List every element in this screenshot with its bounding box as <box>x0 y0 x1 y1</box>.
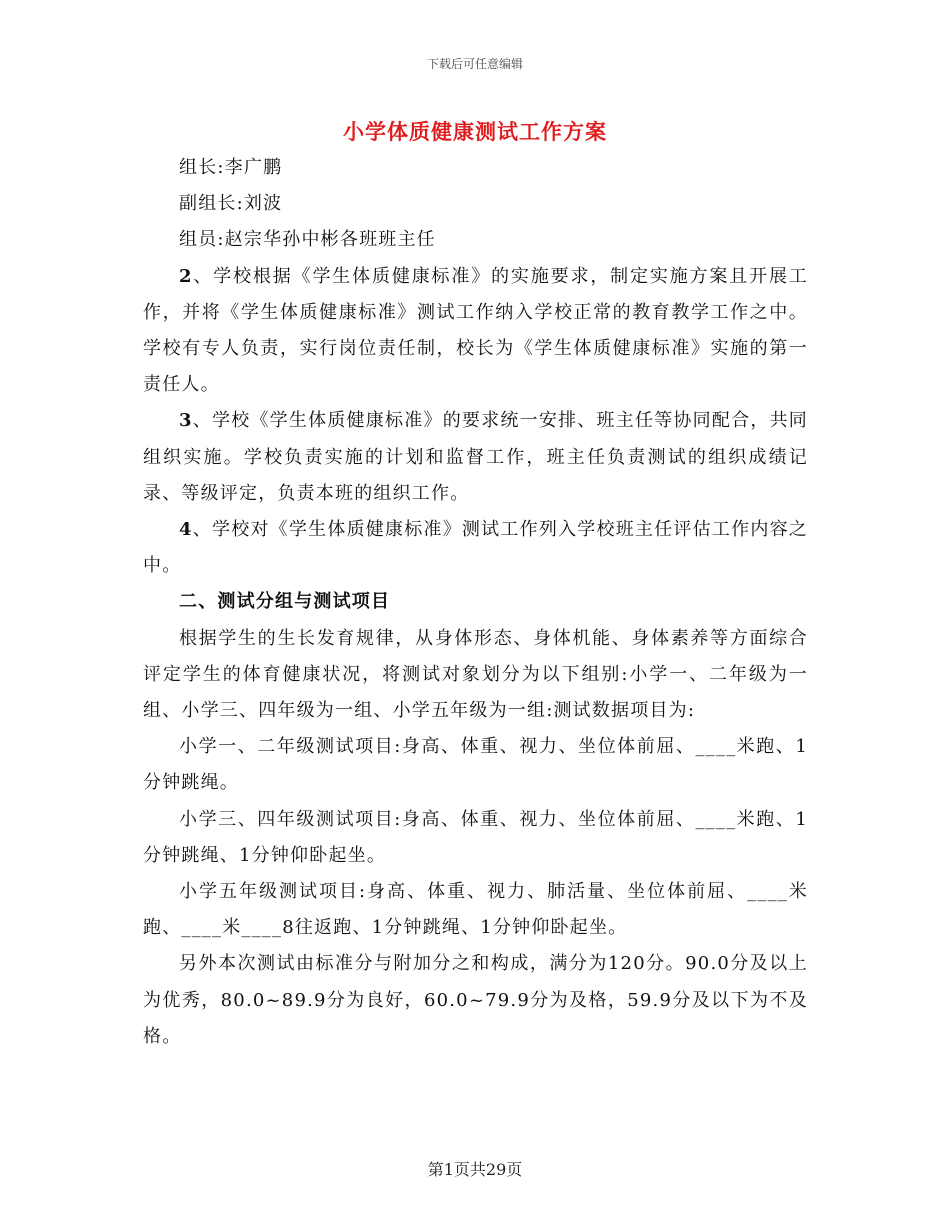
item-number: 2 <box>179 265 193 287</box>
document-body <box>143 150 808 1055</box>
item-number: 4 <box>179 519 193 541</box>
deputy-leader-line: 副组长:刘波 <box>179 193 283 215</box>
item-text: 、学校《学生体质健康标准》的要求统一安排、班主任等协同配合，共同组织实施。学校负责实施的计划和监督工作，班主任负责测试的组织成绩记录、等级评定，负责本班的组织工作。 <box>143 410 808 504</box>
page-number: 第1页共29页 <box>427 1160 523 1179</box>
item-paragraph <box>143 512 808 584</box>
grade5-test-items: 小学五年级测试项目:身高、体重、视力、肺活量、坐位体前屈、____米跑、____米____8往返跑、1分钟跳绳、1分钟仰卧起坐。 <box>143 881 808 939</box>
item-text: 、学校根据《学生体质健康标准》的实施要求，制定实施方案且开展工作，并将《学生体质健康标准》测试工作纳入学校正常的教育教学工作之中。学校有专人负责，实行岗位责任制，校长为《学生体质健康标准》实施的第一责任人。 <box>143 265 808 396</box>
item-paragraph <box>143 403 808 512</box>
item-paragraph <box>143 259 808 404</box>
group-leader-line: 组长:李广鹏 <box>179 157 283 178</box>
scoring-paragraph: 另外本次测试由标准分与附加分之和构成，满分为120分。90.0分及以上为优秀，80.0~89.9分为良好，60.0~79.9分为及格，59.9分及以下为不及格。 <box>143 953 808 1047</box>
section-heading: 二、测试分组与测试项目 <box>179 591 391 613</box>
header-note: 下载后可任意编辑 <box>426 57 523 71</box>
item-number: 3 <box>179 410 193 432</box>
grade34-test-items: 小学三、四年级测试项目:身高、体重、视力、坐位体前屈、____米跑、1分钟跳绳、1分钟仰卧起坐。 <box>143 808 808 866</box>
section-intro: 根据学生的生长发育规律，从身体形态、身体机能、身体素养等方面综合评定学生的体育健康状况，将测试对象划分为以下组别:小学一、二年级为一组、小学三、四年级为一组、小学五年级为一组:测试数据项目为: <box>143 627 808 722</box>
group-members-line: 组员:赵宗华孙中彬各班班主任 <box>179 229 436 251</box>
document-title: 小学体质健康测试工作方案 <box>343 120 607 144</box>
item-text: 、学校对《学生体质健康标准》测试工作列入学校班主任评估工作内容之中。 <box>143 519 808 577</box>
grade12-test-items: 小学一、二年级测试项目:身高、体重、视力、坐位体前屈、____米跑、1分钟跳绳。 <box>143 736 808 794</box>
